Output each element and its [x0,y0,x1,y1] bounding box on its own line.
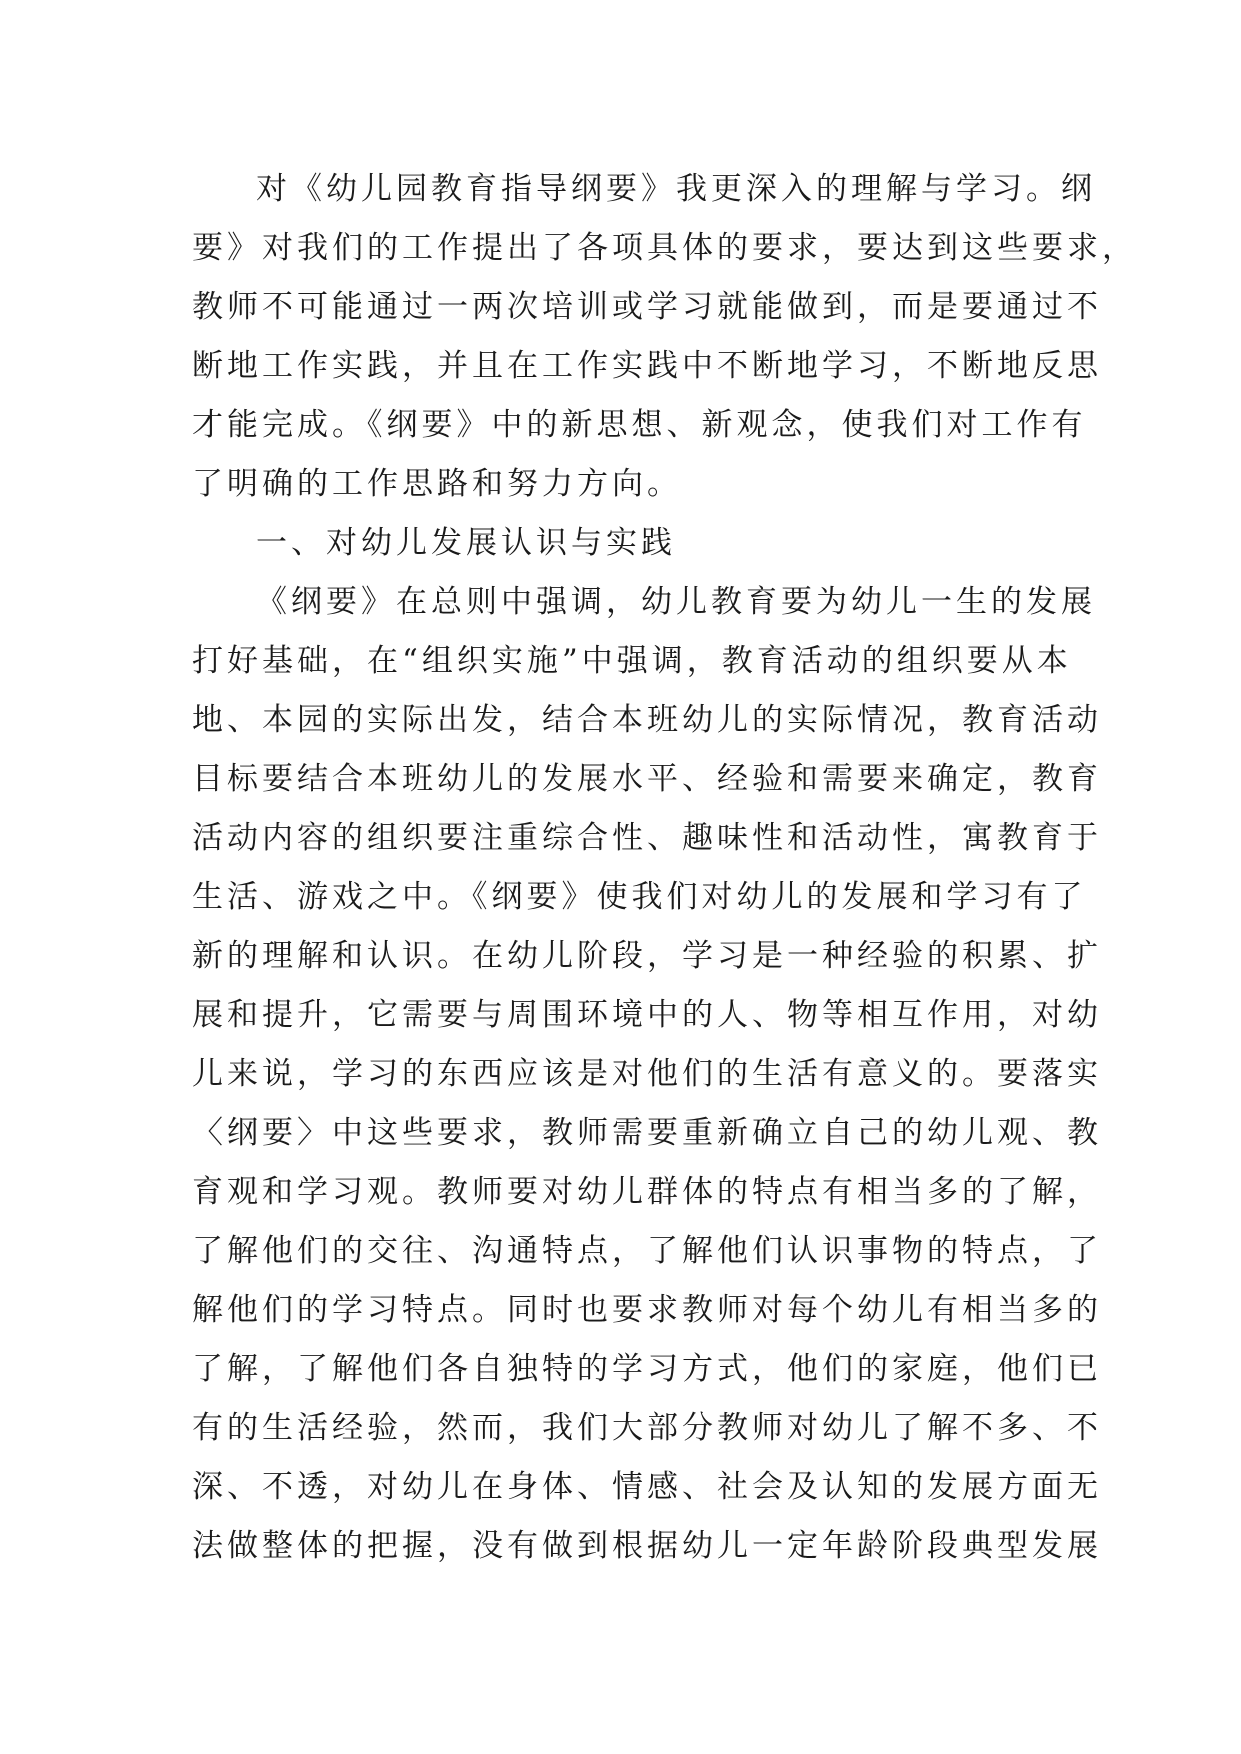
text-line: 要》对我们的工作提出了各项具体的要求，要达到这些要求， [192,230,1137,266]
section-heading [192,514,1052,573]
text-line: 生活、游戏之中。《纲要》使我们对幼儿的发展和学习有了 [192,879,1087,915]
text-line: 儿来说，学习的东西应该是对他们的生活有意义的。要落实 [192,1056,1102,1092]
paragraph-intro [192,160,1137,514]
text-line: 断地工作实践，并且在工作实践中不断地学习，不断地反思 [192,348,1102,384]
text-line: 打好基础，在“组织实施”中强调，教育活动的组织要从本 [192,643,1072,679]
text-line: 解他们的学习特点。同时也要求教师对每个幼儿有相当多的 [192,1292,1102,1328]
text-line: 了解他们的交往、沟通特点，了解他们认识事物的特点，了 [192,1233,1102,1269]
paragraph-body [192,573,1102,1576]
text-line: 目标要结合本班幼儿的发展水平、经验和需要来确定，教育 [192,761,1102,797]
text-line: 新的理解和认识。在幼儿阶段，学习是一种经验的积累、扩 [192,938,1102,974]
text-line: 对《幼儿园教育指导纲要》我更深入的理解与学习。纲 [256,171,1096,207]
document-body [192,160,1137,1576]
text-line: 〈纲要〉中这些要求，教师需要重新确立自己的幼儿观、教 [192,1115,1102,1151]
text-line: 有的生活经验，然而，我们大部分教师对幼儿了解不多、不 [192,1410,1102,1446]
text-line: 《纲要》在总则中强调，幼儿教育要为幼儿一生的发展 [256,584,1096,620]
text-line: 展和提升，它需要与周围环境中的人、物等相互作用，对幼 [192,997,1102,1033]
text-line: 活动内容的组织要注重综合性、趣味性和活动性，寓教育于 [192,820,1102,856]
text-line: 了明确的工作思路和努力方向。 [192,466,682,502]
text-line: 教师不可能通过一两次培训或学习就能做到，而是要通过不 [192,289,1102,325]
text-line: 法做整体的把握，没有做到根据幼儿一定年龄阶段典型发展 [192,1528,1102,1564]
text-line: 深、不透，对幼儿在身体、情感、社会及认知的发展方面无 [192,1469,1102,1505]
text-line: 地、本园的实际出发，结合本班幼儿的实际情况，教育活动 [192,702,1102,738]
text-line: 了解，了解他们各自独特的学习方式，他们的家庭，他们已 [192,1351,1102,1387]
section-heading-text: 一、对幼儿发展认识与实践 [256,525,676,561]
text-line: 才能完成。《纲要》中的新思想、新观念，使我们对工作有 [192,407,1087,443]
text-line: 育观和学习观。教师要对幼儿群体的特点有相当多的了解， [192,1174,1102,1210]
